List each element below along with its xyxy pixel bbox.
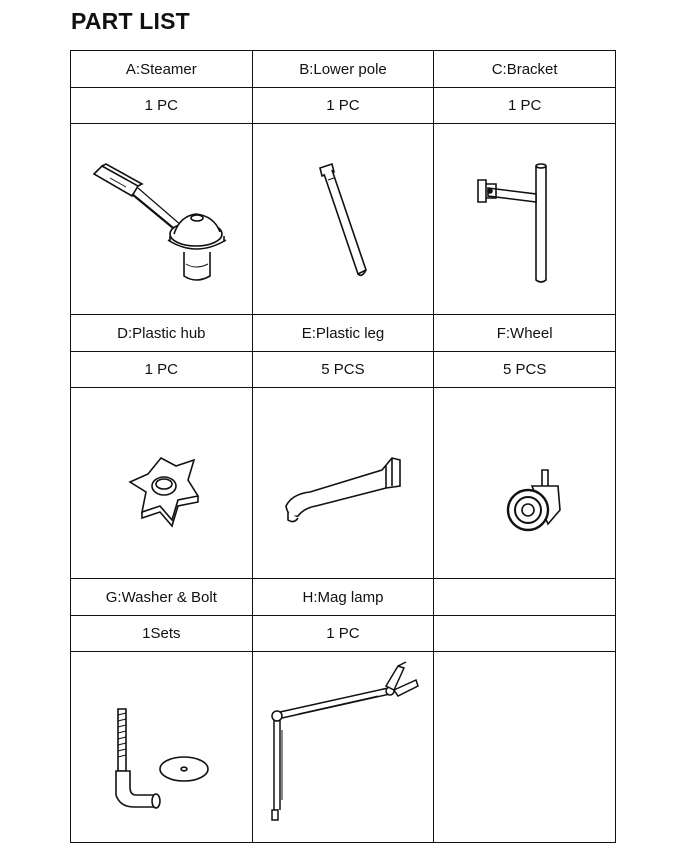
part-label: F:Wheel [434, 315, 616, 352]
part-label: G:Washer & Bolt [71, 579, 253, 616]
mag-lamp-icon [258, 660, 428, 835]
table-row [71, 616, 616, 652]
part-label: E:Plastic leg [252, 315, 434, 352]
part-image-cell [71, 652, 253, 843]
part-qty: 5 PCS [434, 352, 616, 388]
part-image-cell [71, 388, 253, 579]
part-image-cell [434, 388, 616, 579]
table-row [71, 579, 616, 616]
part-image-cell [252, 124, 434, 315]
steamer-icon [76, 144, 246, 294]
plastic-leg-icon [258, 408, 428, 558]
part-label: D:Plastic hub [71, 315, 253, 352]
part-qty: 5 PCS [252, 352, 434, 388]
bracket-icon [440, 144, 610, 294]
part-label: C:Bracket [434, 51, 616, 88]
table-row [71, 652, 616, 843]
part-label [434, 579, 616, 616]
part-qty [434, 616, 616, 652]
table-row [71, 352, 616, 388]
part-image-cell [71, 124, 253, 315]
part-image-cell [434, 124, 616, 315]
part-qty: 1 PC [71, 88, 253, 124]
washer-bolt-icon [76, 667, 246, 827]
part-qty: 1Sets [71, 616, 253, 652]
part-qty: 1 PC [252, 88, 434, 124]
part-qty: 1 PC [434, 88, 616, 124]
table-row [71, 124, 616, 315]
part-qty: 1 PC [252, 616, 434, 652]
part-image-cell [252, 652, 434, 843]
table-row [71, 388, 616, 579]
page-title: PART LIST [71, 8, 190, 34]
part-label: H:Mag lamp [252, 579, 434, 616]
table-row [71, 51, 616, 88]
lower-pole-icon [258, 144, 428, 294]
wheel-icon [440, 408, 610, 558]
table-row [71, 315, 616, 352]
table-row [71, 88, 616, 124]
empty-cell [434, 652, 616, 843]
plastic-hub-icon [76, 408, 246, 558]
part-list-table [70, 50, 616, 843]
part-image-cell [252, 388, 434, 579]
part-label: B:Lower pole [252, 51, 434, 88]
part-label: A:Steamer [71, 51, 253, 88]
part-qty: 1 PC [71, 352, 253, 388]
